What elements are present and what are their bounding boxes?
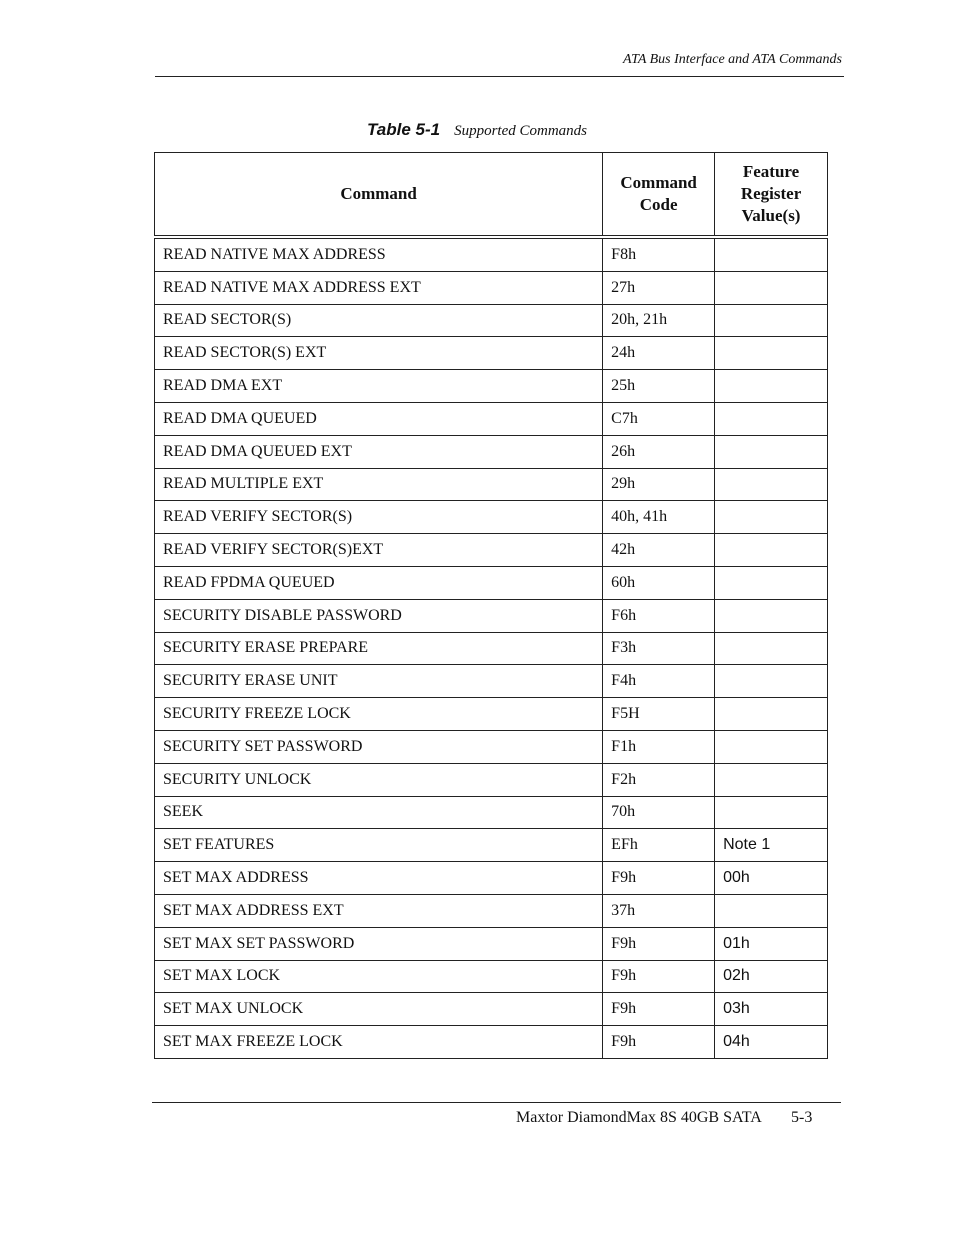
table-row — [155, 993, 828, 1026]
cell-command: SECURITY ERASE UNIT — [155, 665, 603, 698]
column-header-command: Command — [155, 153, 603, 238]
cell-feature-value — [715, 501, 828, 534]
cell-command: READ DMA EXT — [155, 370, 603, 403]
cell-command: SECURITY ERASE PREPARE — [155, 632, 603, 665]
cell-command: READ FPDMA QUEUED — [155, 566, 603, 599]
cell-command-code: 60h — [603, 566, 715, 599]
cell-command-code: F9h — [603, 927, 715, 960]
table-row — [155, 927, 828, 960]
cell-command: READ NATIVE MAX ADDRESS — [155, 237, 603, 271]
table-row — [155, 960, 828, 993]
cell-command: SET MAX FREEZE LOCK — [155, 1026, 603, 1059]
cell-command: SECURITY FREEZE LOCK — [155, 698, 603, 731]
cell-command-code: C7h — [603, 402, 715, 435]
supported-commands-table — [154, 152, 828, 1059]
cell-feature-value: 04h — [715, 1026, 828, 1059]
cell-command-code: 27h — [603, 271, 715, 304]
table-row — [155, 698, 828, 731]
table-row — [155, 763, 828, 796]
cell-command-code: F2h — [603, 763, 715, 796]
footer-product: Maxtor DiamondMax 8S 40GB SATA — [516, 1109, 762, 1126]
table-title: Supported Commands — [454, 123, 587, 139]
cell-command-code: F9h — [603, 862, 715, 895]
table-row — [155, 1026, 828, 1059]
cell-feature-value — [715, 271, 828, 304]
table-row — [155, 894, 828, 927]
cell-command: READ DMA QUEUED — [155, 402, 603, 435]
cell-command: SECURITY DISABLE PASSWORD — [155, 599, 603, 632]
cell-feature-value: Note 1 — [715, 829, 828, 862]
cell-command-code: F9h — [603, 1026, 715, 1059]
cell-command-code: 70h — [603, 796, 715, 829]
cell-command-code: F8h — [603, 237, 715, 271]
cell-command-code: F6h — [603, 599, 715, 632]
cell-command-code: F4h — [603, 665, 715, 698]
cell-command: READ SECTOR(S) — [155, 304, 603, 337]
cell-feature-value — [715, 698, 828, 731]
table-row — [155, 468, 828, 501]
running-head: ATA Bus Interface and ATA Commands — [623, 52, 842, 67]
cell-command: SET MAX ADDRESS — [155, 862, 603, 895]
cell-command: READ VERIFY SECTOR(S)EXT — [155, 534, 603, 567]
cell-feature-value — [715, 599, 828, 632]
cell-command: SECURITY SET PASSWORD — [155, 730, 603, 763]
cell-feature-value — [715, 435, 828, 468]
cell-command-code: 37h — [603, 894, 715, 927]
cell-command: SEEK — [155, 796, 603, 829]
table-row — [155, 370, 828, 403]
table-caption — [0, 120, 954, 140]
table-row — [155, 534, 828, 567]
cell-command-code: F1h — [603, 730, 715, 763]
cell-feature-value: 00h — [715, 862, 828, 895]
table-row — [155, 566, 828, 599]
column-header-feature-register: Feature Register Value(s) — [715, 153, 828, 238]
table-row — [155, 237, 828, 271]
table-body — [155, 237, 828, 1058]
cell-feature-value — [715, 796, 828, 829]
cell-command: READ SECTOR(S) EXT — [155, 337, 603, 370]
cell-command: READ MULTIPLE EXT — [155, 468, 603, 501]
cell-feature-value — [715, 337, 828, 370]
page-number: 5-3 — [791, 1109, 813, 1126]
cell-command-code: 29h — [603, 468, 715, 501]
cell-command-code: 20h, 21h — [603, 304, 715, 337]
table-row — [155, 796, 828, 829]
table-row — [155, 862, 828, 895]
cell-command-code: F9h — [603, 960, 715, 993]
cell-command: READ VERIFY SECTOR(S) — [155, 501, 603, 534]
cell-feature-value — [715, 468, 828, 501]
cell-command-code: 42h — [603, 534, 715, 567]
table-row — [155, 665, 828, 698]
cell-feature-value: 03h — [715, 993, 828, 1026]
cell-command-code: 40h, 41h — [603, 501, 715, 534]
cell-feature-value — [715, 894, 828, 927]
table-row — [155, 632, 828, 665]
cell-feature-value — [715, 632, 828, 665]
cell-feature-value — [715, 304, 828, 337]
cell-command: READ DMA QUEUED EXT — [155, 435, 603, 468]
table-row — [155, 402, 828, 435]
cell-feature-value — [715, 402, 828, 435]
cell-command: SET MAX ADDRESS EXT — [155, 894, 603, 927]
cell-command-code: 24h — [603, 337, 715, 370]
table-number: Table 5-1 — [367, 120, 441, 139]
cell-feature-value: 01h — [715, 927, 828, 960]
cell-feature-value — [715, 665, 828, 698]
table-row — [155, 730, 828, 763]
cell-command-code: F9h — [603, 993, 715, 1026]
footer-rule — [152, 1102, 841, 1103]
cell-command: READ NATIVE MAX ADDRESS EXT — [155, 271, 603, 304]
table-row — [155, 829, 828, 862]
cell-feature-value — [715, 730, 828, 763]
cell-command: SECURITY UNLOCK — [155, 763, 603, 796]
table-row — [155, 271, 828, 304]
cell-command: SET FEATURES — [155, 829, 603, 862]
cell-feature-value — [715, 370, 828, 403]
cell-command: SET MAX SET PASSWORD — [155, 927, 603, 960]
cell-command-code: F5H — [603, 698, 715, 731]
cell-feature-value: 02h — [715, 960, 828, 993]
table-row — [155, 501, 828, 534]
cell-command-code: F3h — [603, 632, 715, 665]
table-row — [155, 337, 828, 370]
header-rule — [155, 76, 844, 77]
cell-feature-value — [715, 763, 828, 796]
table-header-row — [155, 153, 828, 238]
table-row — [155, 304, 828, 337]
column-header-command-code: Command Code — [603, 153, 715, 238]
cell-feature-value — [715, 534, 828, 567]
cell-feature-value — [715, 566, 828, 599]
table-row — [155, 435, 828, 468]
table-row — [155, 599, 828, 632]
cell-command-code: 25h — [603, 370, 715, 403]
cell-command-code: 26h — [603, 435, 715, 468]
cell-command: SET MAX LOCK — [155, 960, 603, 993]
cell-command: SET MAX UNLOCK — [155, 993, 603, 1026]
cell-command-code: EFh — [603, 829, 715, 862]
cell-feature-value — [715, 237, 828, 271]
